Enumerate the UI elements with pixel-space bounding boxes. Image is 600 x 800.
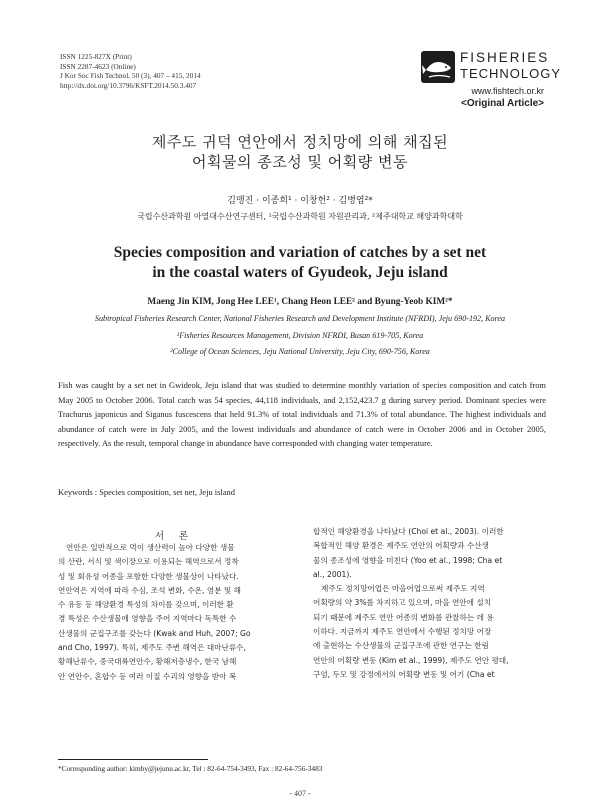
text-line: 경 특성은 수산생물에 영향을 주어 지역마다 독특한 수 xyxy=(58,614,237,624)
issn-online: ISSN 2287-4623 (Online) xyxy=(60,61,136,71)
citation: J Kor Soc Fish Technol, 50 (3), 407 – 415, 2014 xyxy=(60,71,201,81)
text-line: 어획량의 약 3%를 차지하고 있으며, 마을 연안에 설치 xyxy=(313,598,492,608)
section-heading-introduction: 서 론 xyxy=(154,531,195,542)
english-title-line-2: in the coastal waters of Gyudeok, Jeju island xyxy=(152,264,448,281)
english-authors: Maeng Jin KIM, Jong Hee LEE¹, Chang Heon LEE² and Byung-Yeob KIM²* xyxy=(147,297,453,307)
keywords: Keywords : Species composition, set net, Jeju island xyxy=(58,487,235,497)
text-line: 연안은 일반적으로 먹이 생산력이 높아 다양한 생물 xyxy=(66,543,235,552)
text-line: and Cho, 1997). 특히, 제주도 주변 해역은 대마난류수, xyxy=(58,643,246,653)
logo-word-fisheries: FISHERIES xyxy=(460,50,550,65)
korean-affiliations: 국립수산과학원 아열대수산연구센터, ¹국립수산과학원 자원관리과, ²제주대학교 해양과학대학 xyxy=(137,212,463,221)
text-line: 제주도 정치망어업은 마을어업으로써 제주도 지역 xyxy=(321,584,485,594)
text-line: 산생물의 군집구조를 갖는다 (Kwak and Huh, 2007; Go xyxy=(58,628,251,638)
issn-print: ISSN 1225-827X (Print) xyxy=(60,52,132,61)
journal-website[interactable]: www.fishtech.or.kr xyxy=(471,86,544,96)
text-line: 의 산란, 서식 및 색이장으로 이용되는 해역으로서 정착 xyxy=(58,557,239,567)
text-line: 물의 종조성에 영향을 미친다 (Yoo et al., 1998; Cha et xyxy=(313,555,503,565)
text-line: 연안의 어획량 변동 (Kim et al., 1999), 제주도 연안 평대, xyxy=(313,655,509,665)
text-line: 연안역은 지역에 따라 수심, 조석 변화, 수온, 염분 및 해 xyxy=(58,585,242,595)
text-line: 에 출현하는 수산생물의 군집구조에 관한 연구는 한림 xyxy=(313,641,489,651)
text-line: 합적인 해양환경을 나타났다 (Choi et al., 2003). 이러한 xyxy=(313,527,504,536)
text-line: 성 및 회유성 어종을 포함한 다양한 생물상이 나타났다. xyxy=(58,571,239,581)
text-line: 수 유동 등 해양환경 특성의 차이를 갖으며, 이러한 환 xyxy=(58,600,234,610)
english-affiliation-2: ¹Fisheries Resources Management, Division NFRDI, Busan 619-705, Korea xyxy=(176,331,424,340)
english-affiliation-1: Subtropical Fisheries Research Center, National Fisheries Research and Development Institute (NFRDI), Jeju 690-192, Korea xyxy=(94,314,506,323)
intro-right-column xyxy=(313,525,549,682)
english-title-line-1: Species composition and variation of catches by a set net xyxy=(113,244,487,261)
text-line: 복합적인 해양 환경은 제주도 연안의 어획량과 수산생 xyxy=(313,541,489,551)
article-type-label: <Original Article> xyxy=(461,98,544,109)
english-affiliation-3: ²College of Ocean Sciences, Jeju National University, Jeju City, 690-756, Korea xyxy=(170,347,430,356)
journal-logo xyxy=(420,50,562,90)
corresponding-author-footnote: *Corresponding author: kimby@jejunu.ac.kr, Tel : 82-64-754-3493, Fax : 82-64-756-3483 xyxy=(58,764,323,773)
footnote-divider xyxy=(58,759,208,760)
fish-logo-icon xyxy=(420,50,456,84)
doi-link[interactable]: http://dx.doi.org/10.3796/KSFT.2014.50.3.407 xyxy=(60,80,197,90)
abstract-text: Fish was caught by a set net in Gwideok, Jeju island that was studied to determine monthly variation of species composition and catch from May 2005 to October 2006. Total catch was 54 species, 44,118 individuals, and 2,152,423.7 g during survey period. Dominant species were Trachurus japonicus and Siganus fuscescens that held 91.3% of total individuals and 71.3% of total abundance. The highest individuals and abundance of catch were in July 2005, and the lowest individuals and abundance of catch were in October 2006 and in October 2005, respectively. As the result, temporal change in abundance have corresponded with changing water temperature. xyxy=(58,380,546,449)
text-line: 안 연안수, 혼합수 등 여러 이질 수괴의 영향을 받아 복 xyxy=(58,671,237,681)
korean-title-line-1: 제주도 귀덕 연안에서 정치망에 의해 채집된 xyxy=(151,133,449,151)
page-number: - 407 - xyxy=(289,789,311,798)
text-line: 구엄, 두모 및 강정에서의 어획량 변동 및 어기 (Cha et xyxy=(313,669,495,679)
journal-header xyxy=(60,52,201,90)
intro-left-column xyxy=(58,541,294,684)
logo-word-technology: TECHNOLOGY xyxy=(460,66,562,81)
text-line: al., 2001). xyxy=(313,569,352,579)
text-line: 황해난류수, 중국대륙연안수, 황해저층냉수, 한국 남해 xyxy=(58,657,237,667)
korean-title-line-2: 어획물의 종조성 및 어획량 변동 xyxy=(192,153,408,171)
text-line: 이하다. 지금까지 제주도 연안에서 수행된 정치망 어장 xyxy=(313,627,492,637)
text-line: 되기 때문에 제주도 연안 어종의 변화를 관찰하는 데 용 xyxy=(313,612,494,622)
korean-authors: 김맹진 · 이종희¹ · 이창헌² · 김병엽²* xyxy=(227,196,373,206)
